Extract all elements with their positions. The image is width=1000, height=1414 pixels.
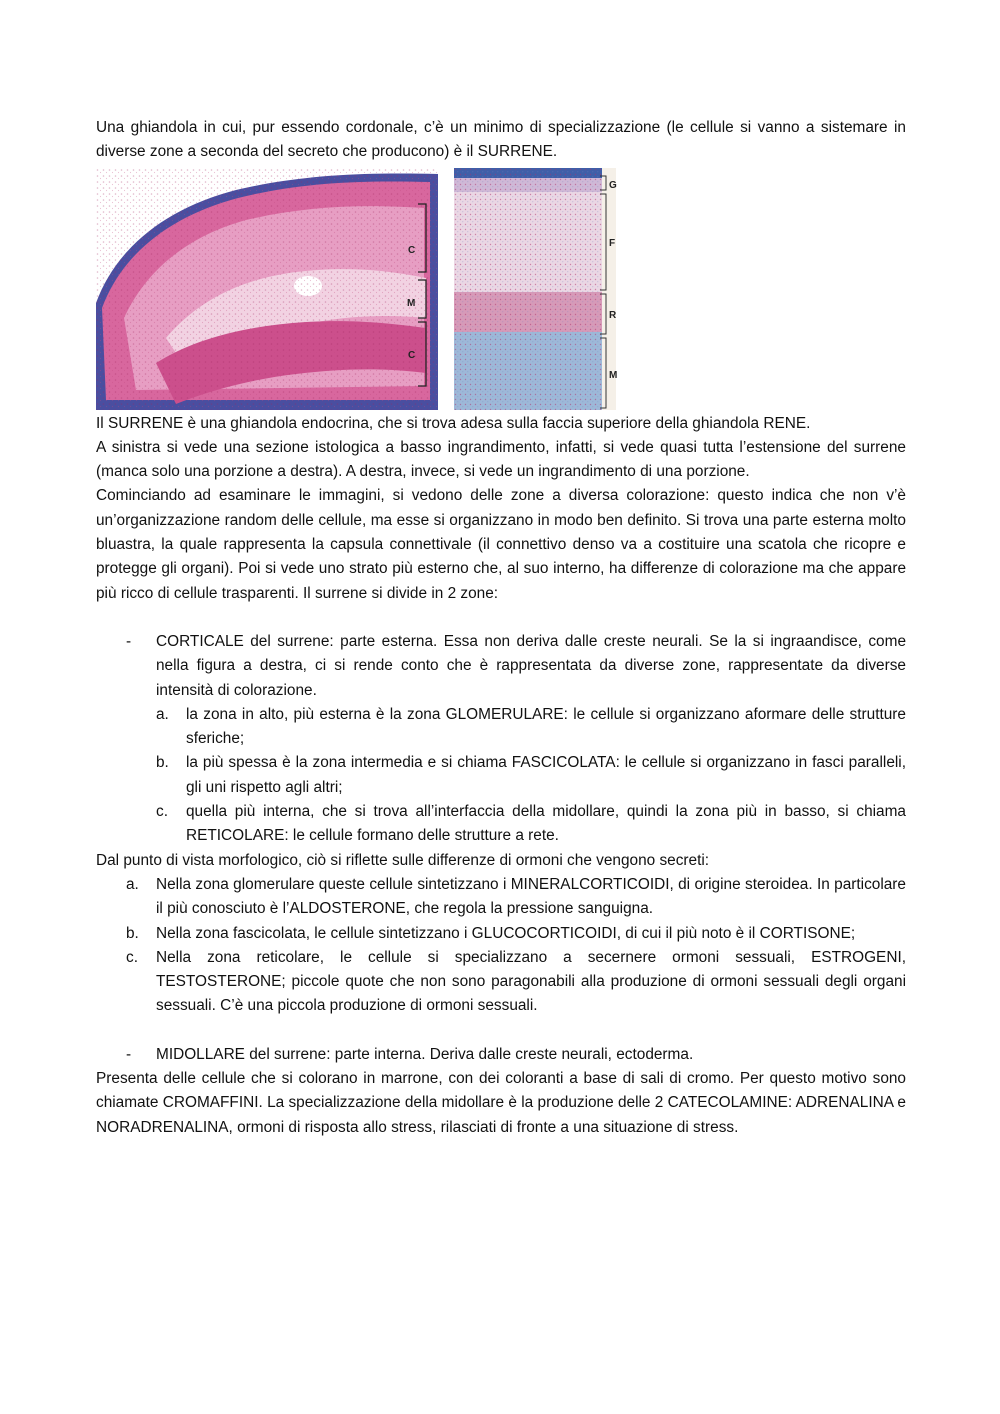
closing-paragraph: Presenta delle cellule che si colorano in marrone, con dei coloranti a base di sali di cromo. Per questo motivo sono chiamate CROMAFFINI. La specializzazione della midollare è la produzione delle 2 CATECOLAMINE: ADRENALINA e NORADRENALINA, ormoni di risposta allo stress, rilasciati di fronte a una situazione di stress. [96, 1070, 906, 1136]
figure-label-f: F [609, 237, 616, 249]
histology-high-magnification-image [454, 168, 716, 410]
figure-label-r: R [609, 309, 617, 321]
midollare-list [96, 1043, 906, 1067]
list-marker: a. [156, 705, 169, 723]
zone-text: la più spessa è la zona intermedia e si chiama FASCICOLATA: le cellule si organizzano in fasci paralleli, gli uni rispetto agli altri; [186, 754, 906, 796]
hormone-text: Nella zona glomerulare queste cellule sintetizzano i MINERALCORTICOIDI, di origine steroidea. In particolare il più conosciuto è l’ALDOSTERONE, che regola la pressione sanguigna. [156, 875, 906, 918]
dash-marker: - [126, 1045, 132, 1063]
corticale-list [96, 630, 906, 703]
figure-label-m: M [407, 297, 416, 309]
list-item-ormoni-sessuali [96, 946, 906, 1019]
list-marker: c. [156, 803, 168, 821]
figure-label-c-top: C [408, 244, 416, 256]
dash-marker: - [126, 632, 132, 650]
figure-label-g: G [609, 179, 617, 191]
spacer [96, 606, 906, 630]
morphology-intro: Dal punto di vista morfologico, ciò si riflette sulle differenze di ormoni che vengono secreti: [96, 851, 710, 869]
histology-low-magnification-image [96, 168, 438, 410]
document-page [96, 116, 906, 1140]
list-item-reticolare [96, 800, 906, 849]
list-marker: b. [156, 754, 169, 772]
surrene-definition: Il SURRENE è una ghiandola endocrina, che si trova adesa sulla faccia superiore della ghiandola RENE. [96, 414, 811, 432]
hormone-text: Nella zona reticolare, le cellule si specializzano a secernere ormoni sessuali, ESTROGENI, TESTOSTERONE; piccole quote che non sono paragonabili alla produzione di ormoni sessuali degli organi sessuali. C’è una piccola produzione di ormoni sessuali. [156, 948, 906, 1015]
intro-paragraph: Una ghiandola in cui, pur essendo cordonale, c’è un minimo di specializzazione (le cellule si vanno a sistemare in diverse zone a seconda del secreto che producono) è il SURRENE. [96, 119, 906, 161]
list-item-midollare [96, 1043, 906, 1067]
zone-text: la zona in alto, più esterna è la zona GLOMERULARE: le cellule si organizzano aformare delle strutture sferiche; [186, 705, 906, 748]
image-description: A sinistra si vede una sezione istologica a basso ingrandimento, infatti, si vede quasi tutta l’estensione del surrene (manca solo una porzione a destra). A destra, invece, si vede un ingrandimento di una porzione. [96, 438, 906, 481]
corticale-text: CORTICALE del surrene: parte esterna. Essa non deriva dalle creste neurali. Se la si ingraandisce, come nella figura a destra, ci si rende conto che è rappresentata da diverse zone, rappresentate da diverse intensità di colorazione. [156, 632, 906, 699]
list-item-glomerulare [96, 703, 906, 752]
list-item-mineralcorticoidi [96, 873, 906, 922]
list-item-fascicolata [96, 751, 906, 800]
list-marker: c. [126, 948, 138, 966]
list-marker: b. [126, 924, 139, 942]
figures-row [96, 168, 906, 412]
figure-label-m-right: M [609, 369, 618, 381]
list-marker: a. [126, 875, 139, 893]
list-item-corticale [96, 630, 906, 703]
list-item-glucocorticoidi [96, 922, 906, 946]
corticale-zones-list [96, 703, 906, 849]
hormones-list [96, 873, 906, 1019]
spacer [96, 1019, 906, 1043]
midollare-text: MIDOLLARE del surrene: parte interna. Deriva dalle creste neurali, ectoderma. [156, 1045, 694, 1063]
hormone-text: Nella zona fascicolata, le cellule sintetizzano i GLUCOCORTICOIDI, di cui il più noto è il CORTISONE; [156, 924, 856, 942]
figure-label-c-bottom: C [408, 349, 416, 361]
zones-description: Cominciando ad esaminare le immagini, si vedono delle zone a diversa colorazione: questo indica che non v’è un’organizzazione random delle cellule, ma esse si organizzano in modo ben definito. Si trova una parte esterna molto bluastra, la quale rappresenta la capsula connettivale (il connettivo denso va a costituire una scatola che ricopre e protegge gli organi). Poi si vede uno strato più esterno che, al suo interno, ha differenze di colorazione ma che appare più ricco di cellule trasparenti. Il surrene si divide in 2 zone: [96, 487, 906, 602]
zone-text: quella più interna, che si trova all’interfaccia della midollare, quindi la zona più in basso, si chiama RETICOLARE: le cellule formano delle strutture a rete. [186, 803, 906, 845]
